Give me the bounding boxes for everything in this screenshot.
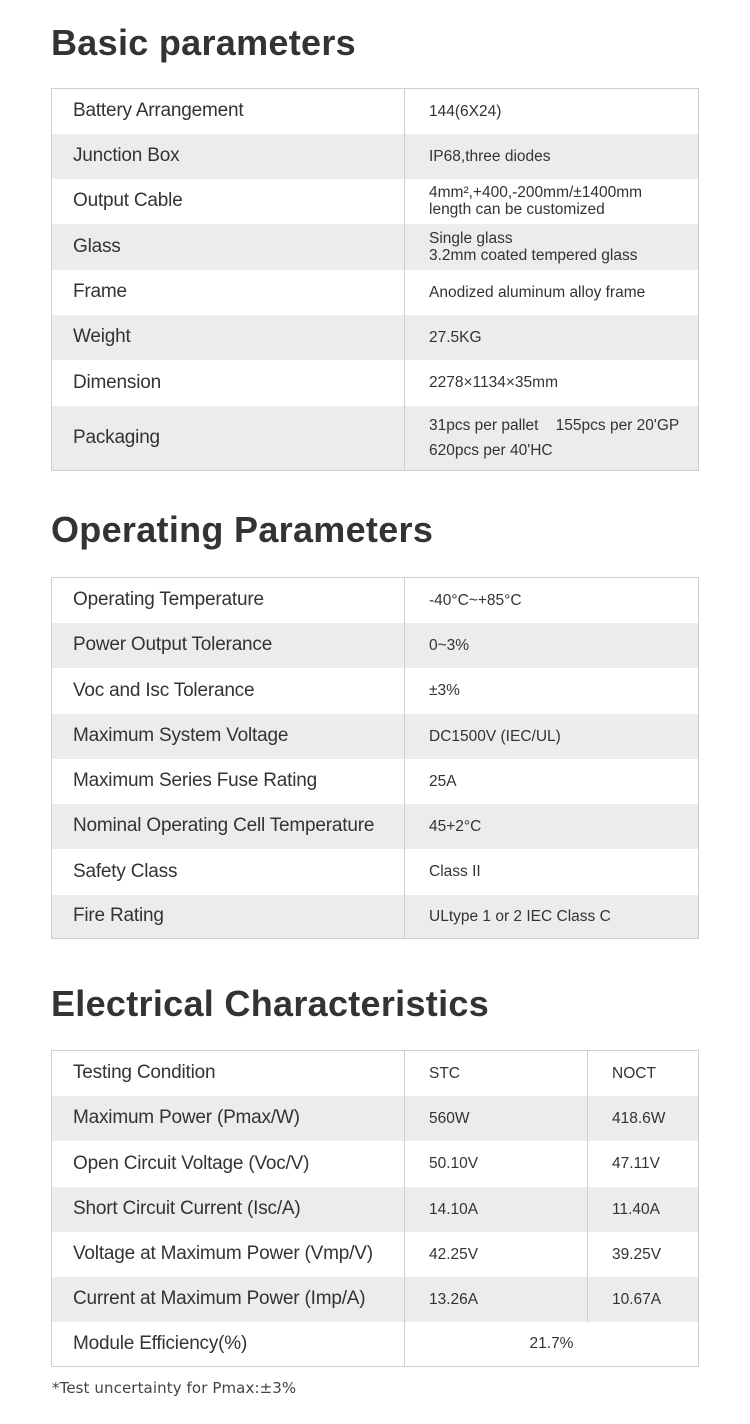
noct-value: 11.40A xyxy=(588,1187,699,1232)
row-label: Power Output Tolerance xyxy=(52,623,405,668)
operating-parameters-table xyxy=(51,577,699,939)
basic-parameters-table xyxy=(51,88,699,471)
value-line: IP68,three diodes xyxy=(429,147,551,165)
value-line: 31pcs per pallet 155pcs per 20'GP xyxy=(429,416,680,434)
row-label: Safety Class xyxy=(52,849,405,895)
row-label: Junction Box xyxy=(52,134,405,179)
row-value: -40°C~+85°C xyxy=(405,578,699,623)
row-label: Output Cable xyxy=(52,179,405,224)
table-row xyxy=(52,406,699,471)
noct-value: 10.67A xyxy=(588,1277,699,1322)
value-line: 2278×1134×35mm xyxy=(429,374,558,391)
stc-value: 42.25V xyxy=(405,1232,588,1277)
table-row xyxy=(52,270,699,315)
row-value: ULtype 1 or 2 IEC Class C xyxy=(405,895,699,939)
value-line: Anodized aluminum alloy frame xyxy=(429,283,646,301)
row-label: Dimension xyxy=(52,360,405,406)
row-value xyxy=(405,406,699,471)
row-value: 0~3% xyxy=(405,623,699,668)
row-value: 45+2°C xyxy=(405,804,699,849)
operating-parameters-title: Operating Parameters xyxy=(51,509,434,550)
table-row xyxy=(52,668,699,714)
efficiency-value: 21.7% xyxy=(405,1322,699,1367)
row-label: Nominal Operating Cell Temperature xyxy=(52,804,405,849)
basic-parameters-title: Basic parameters xyxy=(51,22,356,63)
row-value: ±3% xyxy=(405,668,699,714)
row-label: Testing Condition xyxy=(52,1051,405,1096)
electrical-characteristics-table xyxy=(51,1050,699,1367)
stc-value: 13.26A xyxy=(405,1277,588,1322)
row-label: Fire Rating xyxy=(52,895,405,939)
row-label: Maximum Series Fuse Rating xyxy=(52,759,405,804)
table-row xyxy=(52,1187,699,1232)
row-value xyxy=(405,89,699,134)
row-label: Open Circuit Voltage (Voc/V) xyxy=(52,1141,405,1187)
table-row xyxy=(52,759,699,804)
row-label: Operating Temperature xyxy=(52,578,405,623)
stc-value: 560W xyxy=(405,1096,588,1141)
table-row xyxy=(52,623,699,668)
noct-value: 39.25V xyxy=(588,1232,699,1277)
table-row xyxy=(52,134,699,179)
row-value: DC1500V (IEC/UL) xyxy=(405,714,699,759)
table-row xyxy=(52,224,699,270)
row-label: Module Efficiency(%) xyxy=(52,1322,405,1367)
row-value xyxy=(405,134,699,179)
value-line: length can be customized xyxy=(429,201,605,218)
row-label: Maximum Power (Pmax/W) xyxy=(52,1096,405,1141)
row-value: 25A xyxy=(405,759,699,804)
table-row xyxy=(52,1232,699,1277)
table-row xyxy=(52,804,699,849)
row-value xyxy=(405,179,699,224)
table-row xyxy=(52,714,699,759)
footnote: *Test uncertainty for Pmax:±3% xyxy=(52,1379,297,1397)
value-line: 4mm²,+400,-200mm/±1400mm xyxy=(429,184,643,201)
row-value xyxy=(405,360,699,406)
noct-value: 47.11V xyxy=(588,1141,699,1187)
row-value xyxy=(405,270,699,315)
stc-value: 50.10V xyxy=(405,1141,588,1187)
value-line: Single glass xyxy=(429,229,513,247)
row-label: Short Circuit Current (Isc/A) xyxy=(52,1187,405,1232)
row-label: Maximum System Voltage xyxy=(52,714,405,759)
row-label: Voc and Isc Tolerance xyxy=(52,668,405,714)
table-row xyxy=(52,1322,699,1367)
table-row xyxy=(52,578,699,623)
table-row xyxy=(52,315,699,360)
table-row xyxy=(52,895,699,939)
stc-value: 14.10A xyxy=(405,1187,588,1232)
row-label: Battery Arrangement xyxy=(52,89,405,134)
row-label: Weight xyxy=(52,315,405,360)
row-label: Packaging xyxy=(52,406,405,471)
row-value xyxy=(405,224,699,270)
table-row xyxy=(52,1277,699,1322)
electrical-characteristics-title: Electrical Characteristics xyxy=(51,983,490,1024)
table-row xyxy=(52,360,699,406)
value-line: 3.2mm coated tempered glass xyxy=(429,246,638,264)
value-line: 144(6X24) xyxy=(429,102,502,120)
value-line: 27.5KG xyxy=(429,328,482,346)
noct-value: 418.6W xyxy=(588,1096,699,1141)
stc-header: STC xyxy=(405,1051,588,1096)
value-line: 620pcs per 40'HC xyxy=(429,441,553,459)
table-row xyxy=(52,849,699,895)
row-label: Frame xyxy=(52,270,405,315)
table-row xyxy=(52,179,699,224)
table-row xyxy=(52,1096,699,1141)
noct-header: NOCT xyxy=(588,1051,699,1096)
row-value: Class II xyxy=(405,849,699,895)
row-label: Current at Maximum Power (Imp/A) xyxy=(52,1277,405,1322)
row-label: Glass xyxy=(52,224,405,270)
table-row xyxy=(52,1141,699,1187)
table-row xyxy=(52,89,699,134)
table-row xyxy=(52,1051,699,1096)
row-value xyxy=(405,315,699,360)
row-label: Voltage at Maximum Power (Vmp/V) xyxy=(52,1232,405,1277)
